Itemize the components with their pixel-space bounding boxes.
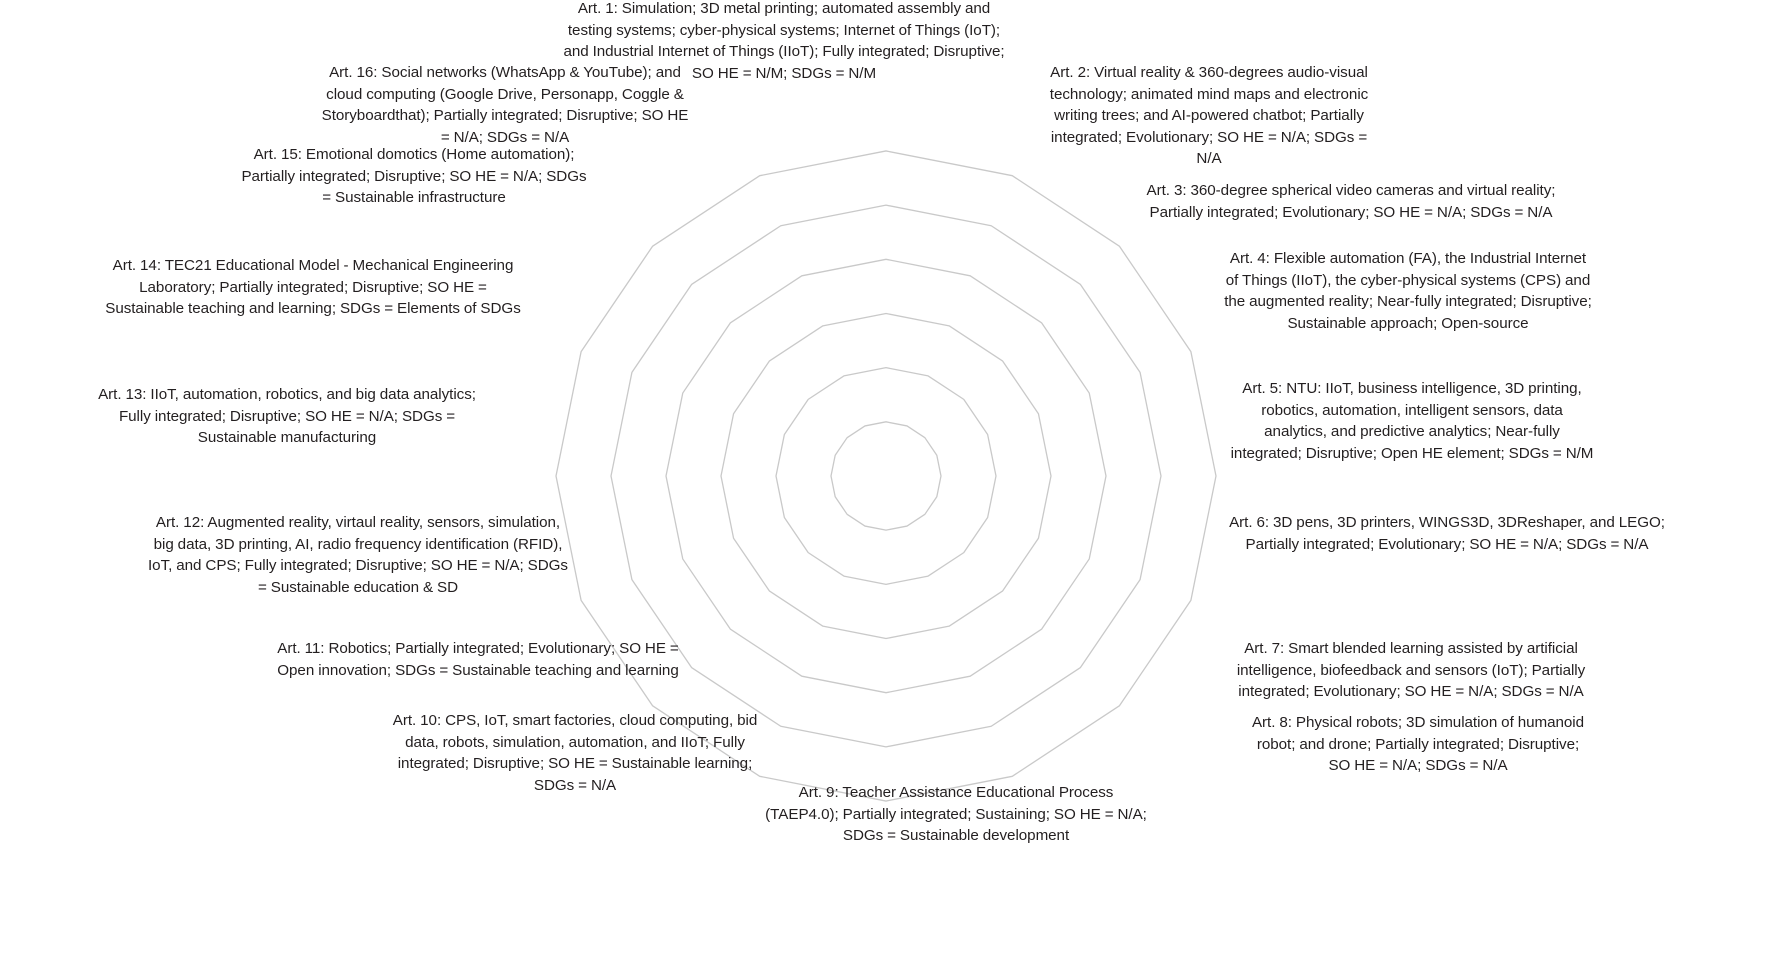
axis-label-art-7: Art. 7: Smart blended learning assisted by artificial intelligence, biofeedback and sensors (IoT); Partially integrated; Evolutionary; SO HE = N/A; SDGs = N/A: [1236, 640, 1586, 701]
radar-ring-2: [776, 368, 996, 585]
axis-label-art-3: Art. 3: 360-degree spherical video cameras and virtual reality; Partially integrated; Evolutionary; SO HE = N/A; SDGs = N/A: [1146, 182, 1556, 221]
radar-ring-1: [831, 422, 941, 530]
axis-label-art-12: Art. 12: Augmented reality, virtaul reality, sensors, simulation, big data, 3D printing, AI, radio frequency identification (RFID), IoT, and CPS; Fully integrated; Disruptive; SO HE = N/A; SDGs = Sustainable education & SD: [148, 514, 568, 596]
axis-label-art-6: Art. 6: 3D pens, 3D printers, WINGS3D, 3DReshaper, and LEGO; Partially integrated; Evolutionary; SO HE = N/A; SDGs = N/A: [1229, 514, 1665, 553]
radar-ring-6: [556, 151, 1216, 801]
axis-label-art-4: Art. 4: Flexible automation (FA), the Industrial Internet of Things (IIoT), the cyber-physical systems (CPS) and the augmented reality; Near-fully integrated; Disruptive; Sustainable approach; Open-source: [1224, 250, 1592, 332]
radar-ring-4: [666, 259, 1106, 692]
radar-ring-3: [721, 313, 1051, 638]
axis-label-art-5: Art. 5: NTU: IIoT, business intelligence, 3D printing, robotics, automation, intelligent sensors, data analytics, and predictive analytics; Near-fully integrated; Disruptive; Open HE element; SDGs = N/M: [1230, 380, 1594, 462]
axis-label-art-10: Art. 10: CPS, IoT, smart factories, cloud computing, bid data, robots, simulation, automation, and IIoT; Fully integrated; Disruptive; SO HE = Sustainable learning; SDGs = N/A: [392, 712, 758, 794]
axis-label-art-15: Art. 15: Emotional domotics (Home automation); Partially integrated; Disruptive; SO HE = N/A; SDGs = Sustainable infrastructure: [241, 146, 587, 207]
axis-label-art-11: Art. 11: Robotics; Partially integrated; Evolutionary; SO HE = Open innovation; SDGs = Sustainable teaching and learning: [277, 640, 679, 679]
axis-label-art-8: Art. 8: Physical robots; 3D simulation of humanoid robot; and drone; Partially integrated; Disruptive; SO HE = N/A; SDGs = N/A: [1251, 714, 1585, 775]
axis-label-art-1: Art. 1: Simulation; 3D metal printing; automated assembly and testing systems; cyber-physical systems; Internet of Things (IoT); and Industrial Internet of Things (IIoT); Fully integrated; Disruptive; SO HE = N/M; SDGs = N/M: [563, 0, 1005, 82]
radar-ring-5: [611, 205, 1161, 747]
axis-label-art-2: Art. 2: Virtual reality & 360-degrees audio-visual technology; animated mind maps and electronic writing trees; and AI-powered chatbot; Partially integrated; Evolutionary; SO HE = N/A; SDGs = N/A: [1049, 64, 1369, 168]
axis-label-art-16: Art. 16: Social networks (WhatsApp & YouTube); and cloud computing (Google Drive, Personapp, Coggle & Storyboardthat); Partially integrated; Disruptive; SO HE = N/A; SDGs = N/A: [321, 64, 689, 146]
axis-label-art-14: Art. 14: TEC21 Educational Model - Mechanical Engineering Laboratory; Partially integrated; Disruptive; SO HE = Sustainable teaching and learning; SDGs = Elements of SDGs: [105, 257, 521, 318]
axis-label-art-13: Art. 13: IIoT, automation, robotics, and big data analytics; Fully integrated; Disruptive; SO HE = N/A; SDGs = Sustainable manufacturing: [98, 386, 476, 447]
axis-label-art-9: Art. 9: Teacher Assistance Educational Process (TAEP4.0); Partially integrated; Sustaining; SO HE = N/A; SDGs = Sustainable development: [765, 784, 1147, 845]
